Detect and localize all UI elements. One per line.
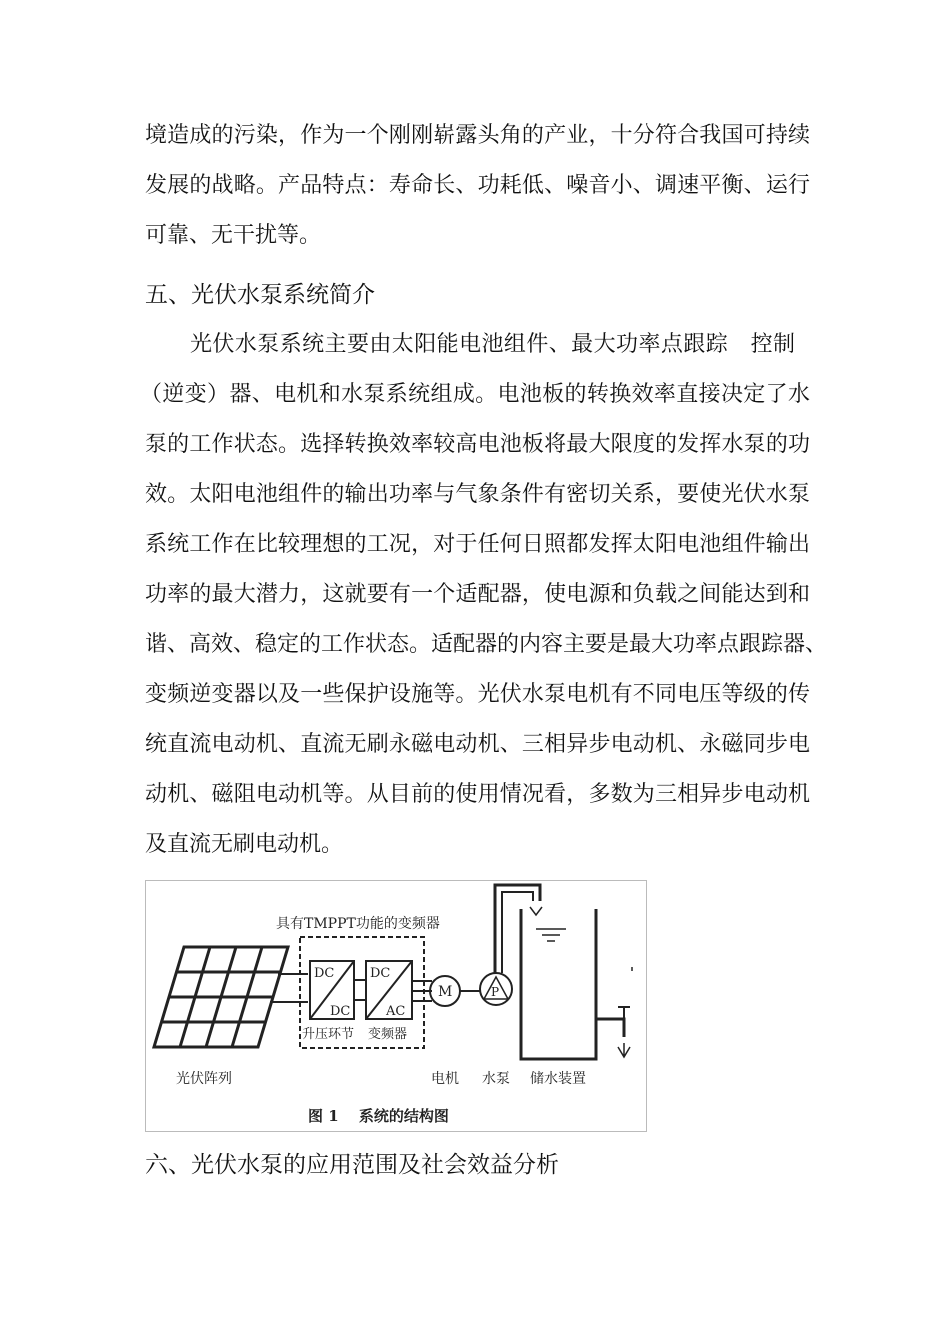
pump-icon [480, 973, 512, 1005]
paragraph-line: 功率的最大潜力，这就要有一个适配器，使电源和负载之间能达到和 [145, 582, 810, 607]
inverter-label: 变频器 [368, 1027, 408, 1042]
motor-symbol: M [438, 984, 453, 1000]
section-heading: 五、光伏水泵系统简介 [145, 282, 375, 308]
water-tank-icon [521, 909, 596, 1059]
paragraph-line: 谐、高效、稳定的工作状态。适配器的内容主要是最大功率点跟踪器、 [145, 632, 828, 657]
dc-dc-converter [310, 961, 354, 1019]
paragraph-line: 泵的工作状态。选择转换效率较高电池板将最大限度的发挥水泵的功 [145, 432, 810, 457]
boost-stage-label: 升压环节 [302, 1027, 355, 1042]
figure-caption: 图 1 系统的结构图 [308, 1107, 449, 1125]
paragraph-line: 可靠、无干扰等。 [145, 223, 322, 248]
converter-box-label: 具有TMPPT功能的变频器 [276, 916, 440, 932]
pv-array-icon [154, 947, 288, 1047]
system-structure-figure [145, 880, 647, 1132]
outlet-tap-icon [596, 967, 632, 1057]
paragraph-line: 发展的战略。产品特点：寿命长、功耗低、噪音小、调速平衡、运行 [145, 173, 810, 198]
pump-symbol: P [491, 985, 500, 999]
system-diagram [146, 881, 647, 1132]
pv-array-label: 光伏阵列 [176, 1071, 232, 1087]
section-heading: 六、光伏水泵的应用范围及社会效益分析 [145, 1152, 559, 1178]
paragraph-line: 及直流无刷电动机。 [145, 832, 344, 857]
pump-label: 水泵 [482, 1071, 510, 1087]
paragraph-line: 光伏水泵系统主要由太阳能电池组件、最大功率点跟踪 控制 [190, 332, 795, 357]
paragraph-line: （逆变）器、电机和水泵系统组成。电池板的转换效率直接决定了水 [140, 382, 810, 407]
storage-label: 储水装置 [530, 1071, 586, 1087]
motor-icon [430, 976, 460, 1006]
paragraph-line: 境造成的污染，作为一个刚刚崭露头角的产业，十分符合我国可持续 [145, 123, 810, 148]
dc1-top-label: DC [314, 966, 335, 981]
dc1-bottom-label: DC [330, 1004, 351, 1019]
dc-ac-inverter [366, 961, 412, 1019]
paragraph-line: 系统工作在比较理想的工况，对于任何日照都发挥太阳电池组件输出 [145, 532, 810, 557]
paragraph-line: 效。太阳电池组件的输出功率与气象条件有密切关系，要使光伏水泵 [145, 482, 810, 507]
dc2-top-label: DC [370, 966, 391, 981]
paragraph-line: 变频逆变器以及一些保护设施等。光伏水泵电机有不同电压等级的传 [145, 682, 810, 707]
motor-label: 电机 [431, 1071, 459, 1087]
paragraph-line: 统直流电动机、直流无刷永磁电动机、三相异步电动机、永磁同步电 [145, 732, 810, 757]
dc2-bottom-label: AC [386, 1004, 406, 1019]
paragraph-line: 动机、磁阻电动机等。从目前的使用情况看，多数为三相异步电动机 [145, 782, 810, 807]
